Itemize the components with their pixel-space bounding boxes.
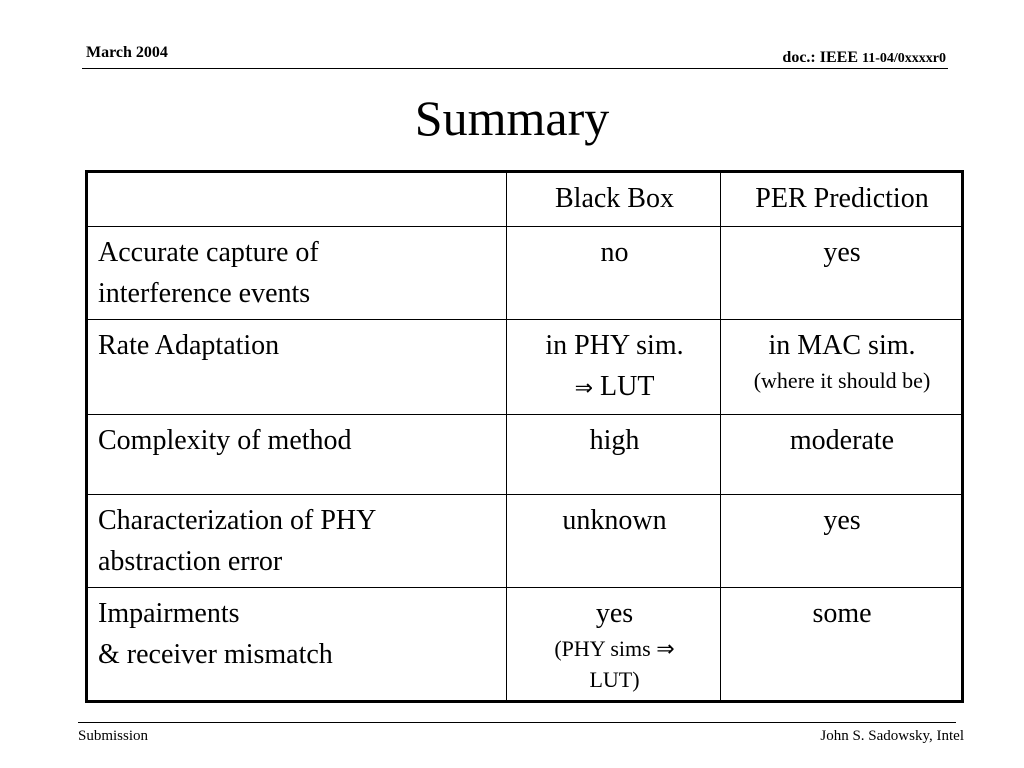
footer-author: John S. Sadowsky, Intel (820, 728, 964, 744)
row-label: Rate Adaptation (87, 320, 507, 415)
row-label-line: Accurate capture of (98, 237, 319, 268)
black-box-cell (507, 588, 721, 702)
black-box-cell: no (507, 227, 721, 320)
row-label-line: Characterization of PHY (98, 505, 377, 536)
per-prediction-cell: yes (721, 495, 963, 588)
table-header-row (87, 172, 963, 227)
cell-note-text: (PHY sims (554, 636, 657, 661)
row-label: Complexity of method (87, 415, 507, 495)
table-row (87, 320, 963, 415)
cell-line: LUT (593, 371, 655, 402)
cell-note (517, 634, 712, 695)
header-date: March 2004 (86, 44, 168, 61)
cell-line: yes (595, 598, 634, 629)
per-prediction-cell: yes (721, 227, 963, 320)
per-prediction-cell: some (721, 588, 963, 702)
row-label-line: & receiver mismatch (98, 639, 333, 670)
cell-line: in MAC sim. (768, 330, 916, 361)
black-box-cell (507, 320, 721, 415)
header-doc-id (782, 49, 946, 67)
per-prediction-cell: moderate (721, 415, 963, 495)
cell-note: (where it should be) (753, 368, 931, 393)
cell-note-text: LUT) (589, 667, 640, 692)
black-box-cell: high (507, 415, 721, 495)
per-prediction-cell (721, 320, 963, 415)
header-doc-number: 11-04/0xxxxr0 (862, 51, 946, 66)
table-row (87, 415, 963, 495)
header-doc-prefix: doc.: IEEE (782, 49, 862, 66)
footer-submission: Submission (78, 728, 149, 744)
row-label (87, 227, 507, 320)
header-cell-per-prediction: PER Prediction (721, 172, 963, 227)
header-divider (82, 68, 948, 69)
black-box-cell: unknown (507, 495, 721, 588)
table-row (87, 495, 963, 588)
summary-table (85, 170, 964, 703)
row-label (87, 588, 507, 702)
header-cell-black-box: Black Box (507, 172, 721, 227)
row-label-line: Impairments (98, 598, 240, 629)
implies-arrow-icon: ⇒ (656, 637, 675, 662)
table-row (87, 588, 963, 702)
header-cell-empty (87, 172, 507, 227)
row-label-line: abstraction error (98, 546, 283, 577)
row-label (87, 495, 507, 588)
slide-title: Summary (414, 90, 610, 146)
footer-divider (78, 722, 956, 723)
cell-line: in PHY sim. (545, 330, 684, 361)
implies-arrow-icon: ⇒ (574, 376, 593, 401)
table-row (87, 227, 963, 320)
row-label-line: interference events (98, 278, 311, 309)
